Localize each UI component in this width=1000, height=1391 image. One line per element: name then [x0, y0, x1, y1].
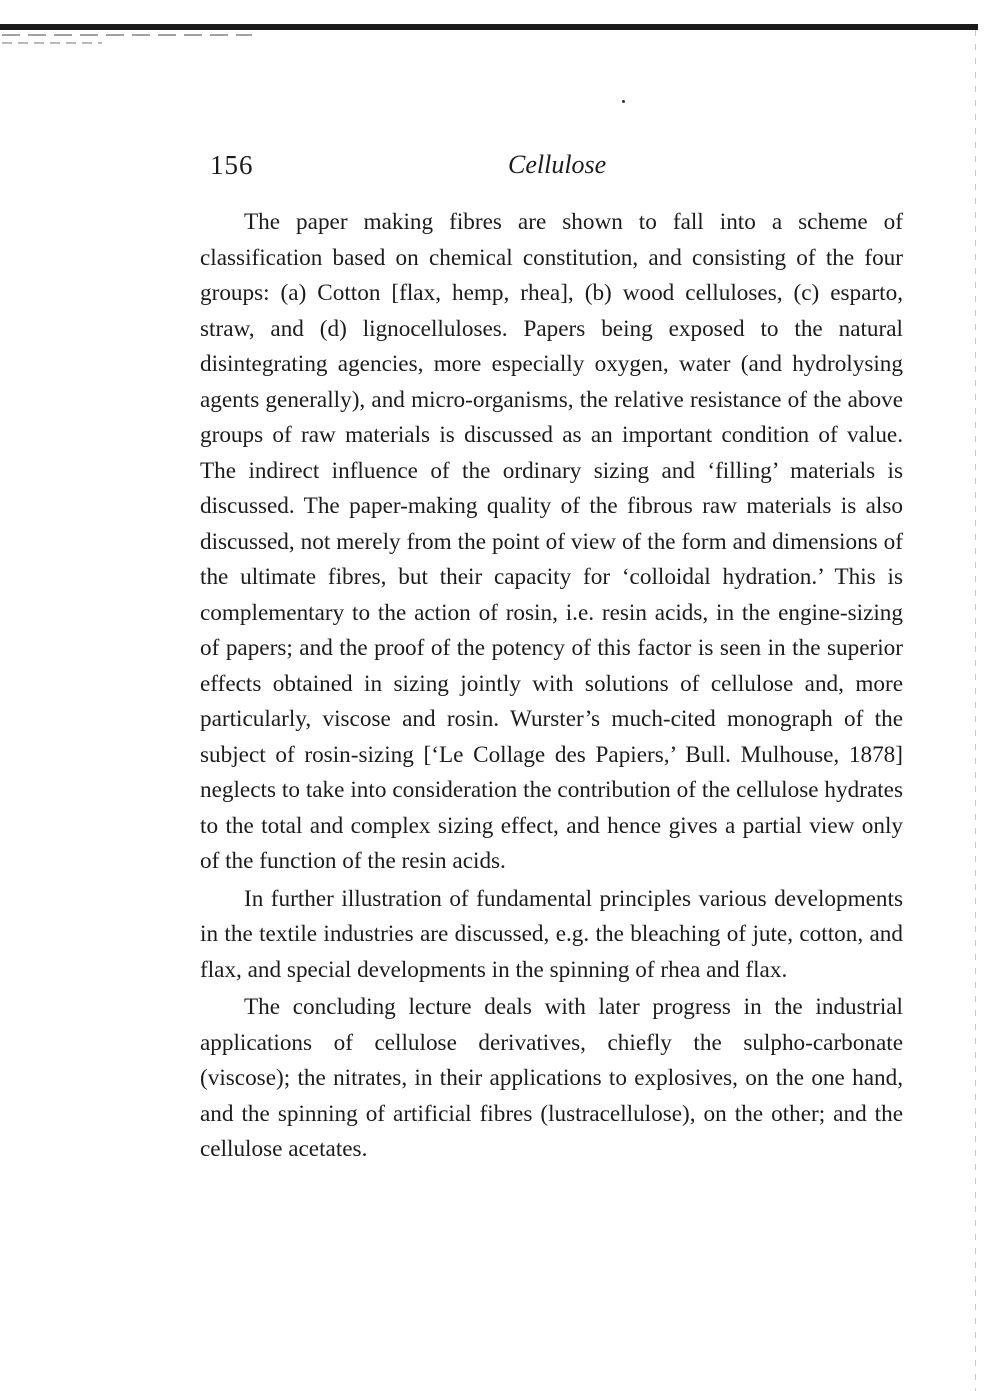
paragraph-fibre-classification: The paper making fibres are shown to fall into a scheme of classification based on chemical constitution, and consisting of the four groups: (a) Cotton [flax, hemp, rhea], (b) wood celluloses, (c) esparto, straw, and (d) lignocelluloses. Papers being exposed to the natural disintegrating agencies, more especially oxygen, water (and hydrolysing agents generally), and micro-organisms, the relative resistance of the above groups of raw materials is discussed as an important condition of value. The indirect influence of the ordinary sizing and ‘filling’ materials is discussed. The paper-making quality of the fibrous raw materials is also discussed, not merely from the point of view of the form and dimensions of the ultimate fibres, but their capacity for ‘colloidal hydration.’ This is complementary to the action of rosin, i.e. resin acids, in the engine-sizing of papers; and the proof of the potency of this factor is seen in the superior effects obtained in sizing jointly with solutions of cellulose and, more particularly, viscose and rosin. Wurster’s much-cited monograph of the subject of rosin-sizing [‘Le Collage des Papiers,’ Bull. Mulhouse, 1878] neglects to take into consideration the contribution of the cellulose hydrates to the total and complex sizing effect, and hence gives a partial view only of the function of the resin acids.	[200, 209, 903, 874]
scan-artifact-line	[2, 34, 252, 36]
page-number: 156	[210, 150, 254, 180]
body-text	[200, 205, 903, 1170]
paragraph-textile-industries: In further illustration of fundamental principles various developments in the textile industries are discussed, e.g. the bleaching of jute, cotton, and flax, and special developments in the spinning of rhea and flax.	[200, 885, 903, 983]
right-page-edge	[975, 30, 976, 1391]
running-head	[210, 150, 900, 190]
scan-artifact-line	[2, 42, 102, 44]
paragraph-concluding-lecture: The concluding lecture deals with later progress in the industrial applications of cellulose derivatives, chiefly the sulpho-carbonate (viscose); the nitrates, in their applications to explosives, on the one hand, and the spinning of artificial fibres (lustracellulose), on the other; and the cellulose acetates.	[200, 994, 903, 1162]
top-border-rule	[0, 24, 978, 30]
running-title: Cellulose	[508, 150, 607, 179]
scan-speck	[622, 100, 625, 103]
